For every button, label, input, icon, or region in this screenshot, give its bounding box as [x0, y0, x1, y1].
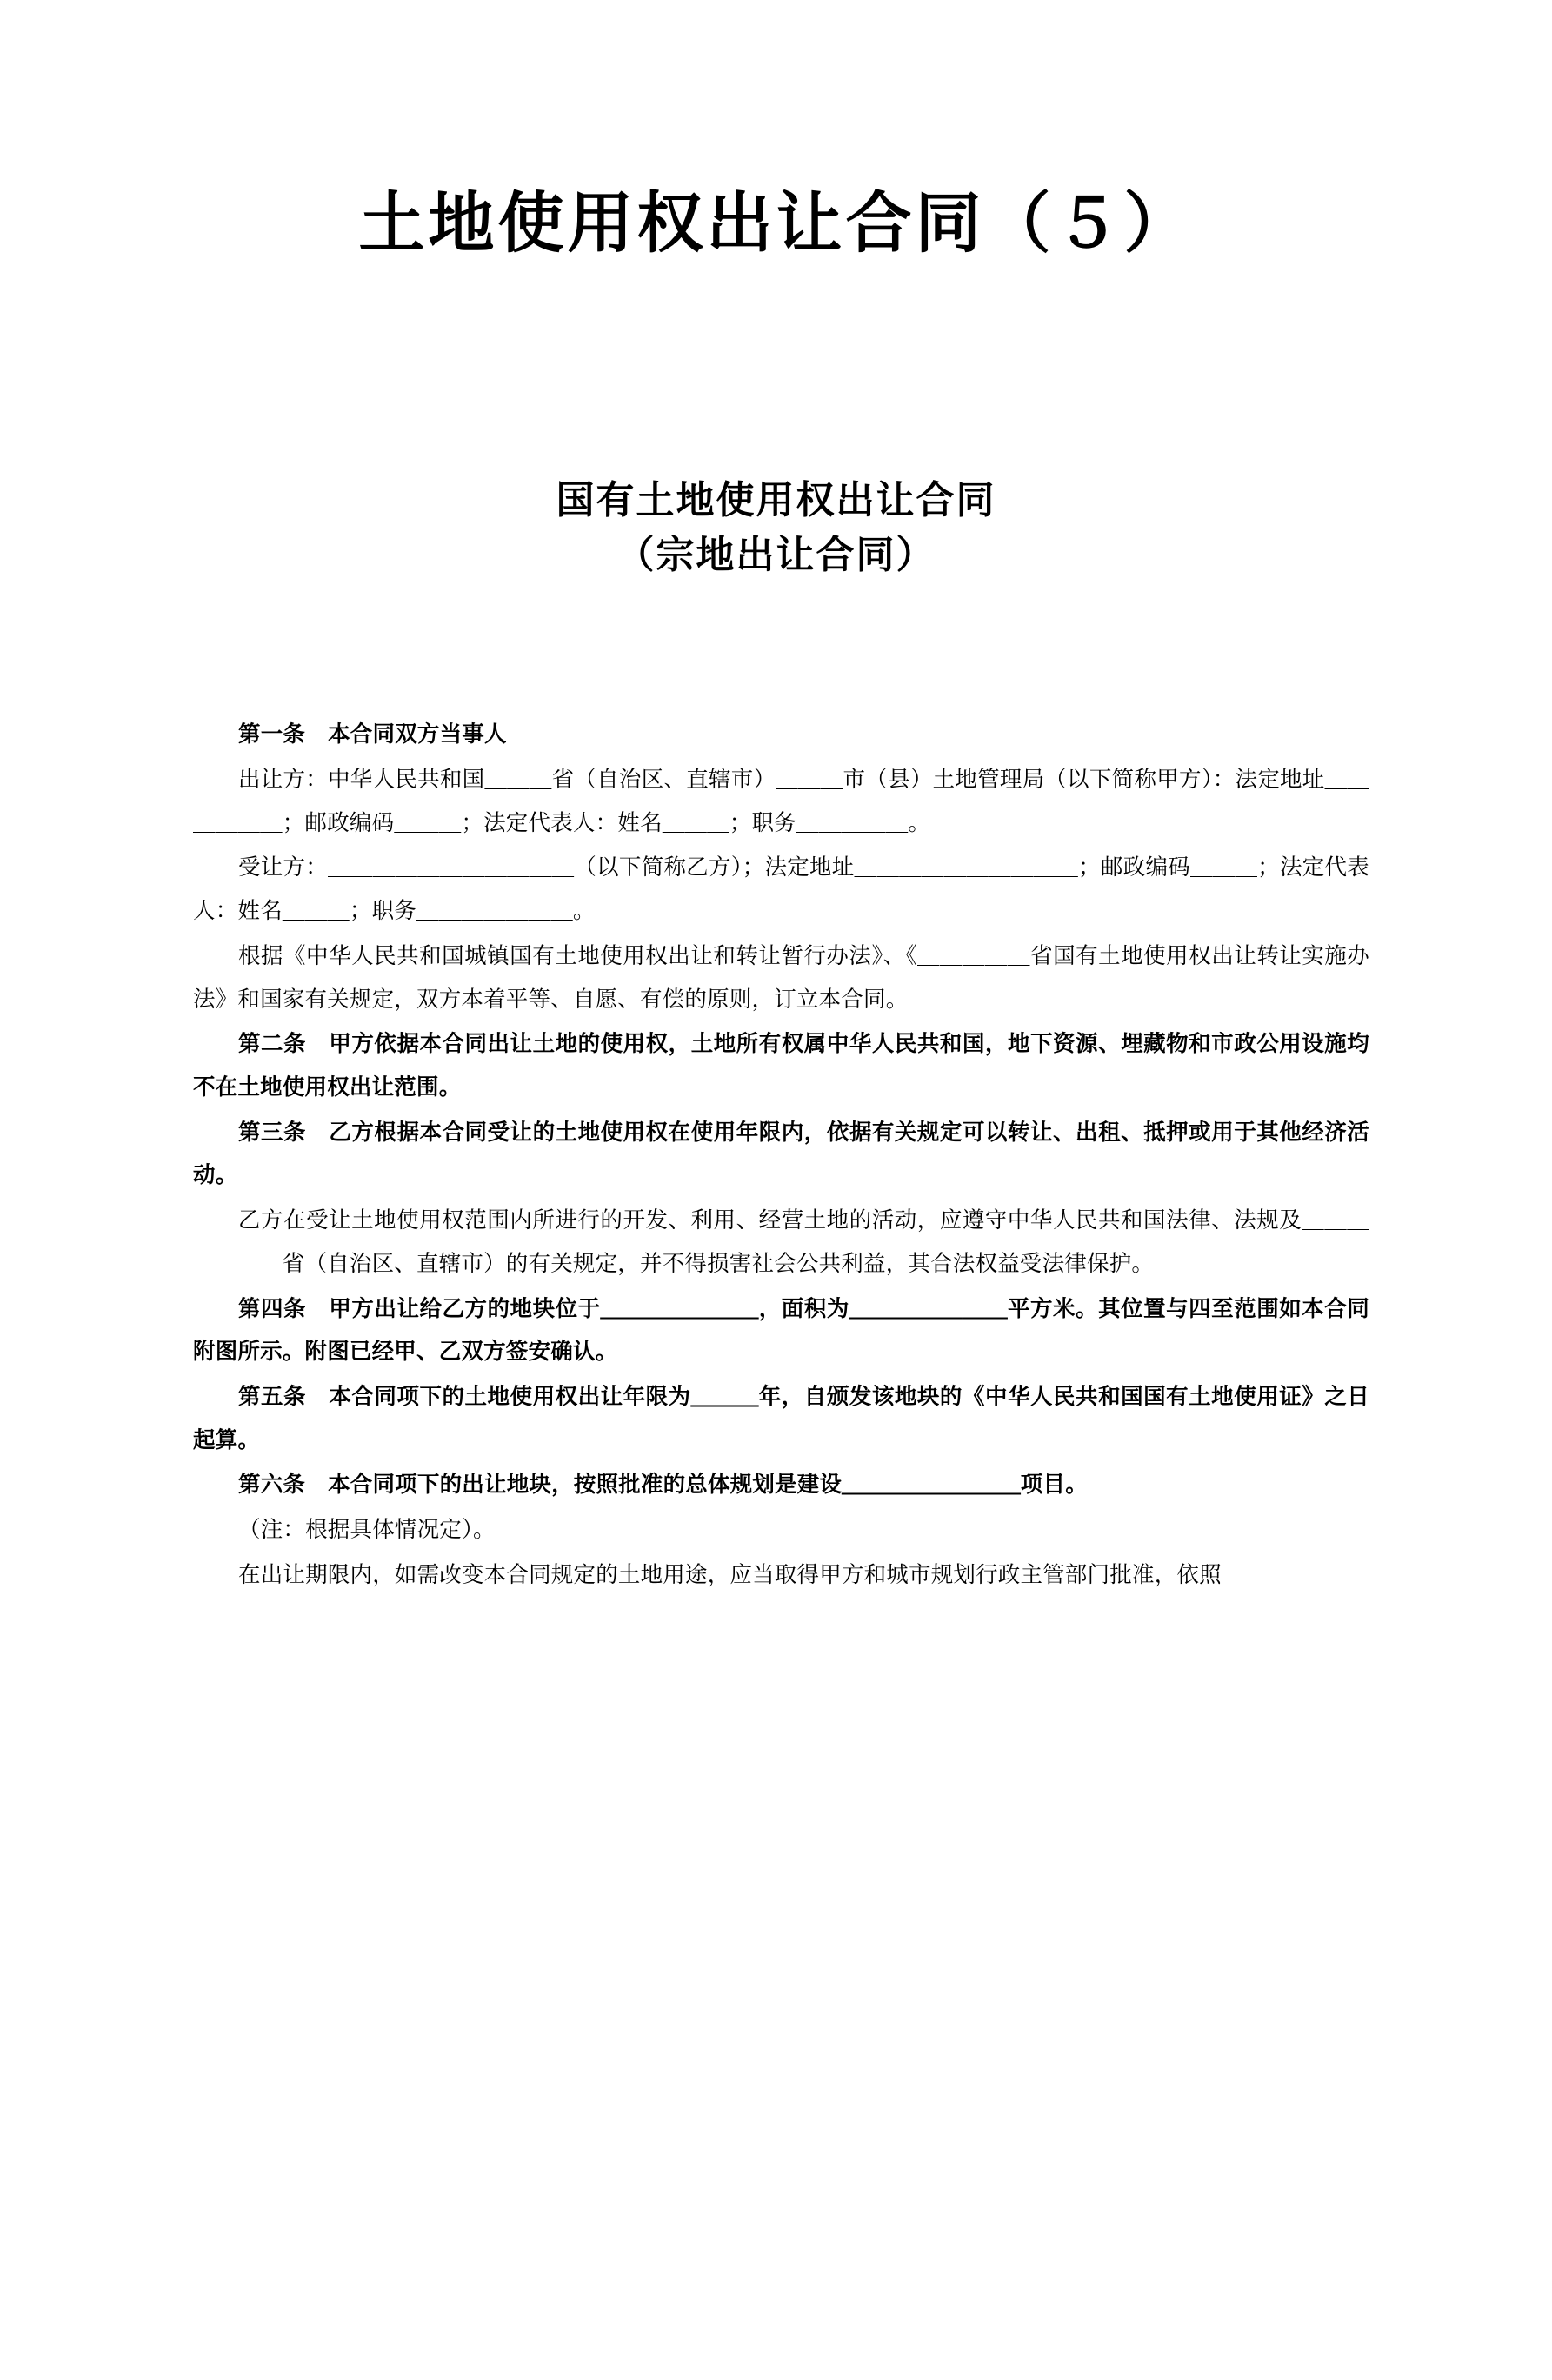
article-6-note: （注：根据具体情况定）。 [238, 1517, 496, 1544]
subtitle-line-2: （宗地出让合同） [616, 533, 936, 578]
article-2 [193, 1023, 1369, 1109]
article-1-paragraph-2: 受让方：＿＿＿＿＿＿＿＿＿＿＿（以下简称乙方）；法定地址＿＿＿＿＿＿＿＿＿＿；邮政编码＿＿＿；法定代表人：姓名＿＿＿；职务＿＿＿＿＿＿＿。 [193, 854, 1369, 925]
article-heading-1 [193, 714, 1369, 757]
document-page [0, 184, 1552, 2380]
page-title: 土地使用权出让合同（５） [358, 184, 1194, 262]
article-label-1: 第一条 [238, 721, 306, 748]
article-4-text: 甲方出让给乙方的地块位于＿＿＿＿＿＿＿，面积为＿＿＿＿＿＿＿平方米。其位置与四至范围如本合同附图所示。附图已经甲、乙双方签安确认。 [193, 1295, 1369, 1366]
article-4 [193, 1288, 1369, 1374]
article-3-text: 乙方根据本合同受让的土地使用权在使用年限内，依据有关规定可以转让、出租、抵押或用于其他经济活动。 [193, 1119, 1369, 1189]
document-body [0, 714, 1552, 1597]
article-3 [193, 1112, 1369, 1198]
article-5 [193, 1376, 1369, 1462]
article-heading-text-1: 本合同双方当事人 [328, 721, 507, 748]
subtitle-line-1: 国有土地使用权出让合同 [556, 477, 996, 522]
article-6 [193, 1464, 1369, 1507]
article-label-6: 第六条 [238, 1472, 306, 1499]
article-label-4: 第四条 [238, 1295, 307, 1322]
article-label-3: 第三条 [238, 1119, 307, 1146]
article-1-paragraph-1: 出让方：中华人民共和国＿＿＿省（自治区、直辖市）＿＿＿市（县）土地管理局（以下简称甲方）：法定地址＿＿＿＿＿＿；邮政编码＿＿＿；法定代表人：姓名＿＿＿；职务＿＿＿＿＿。 [193, 766, 1369, 836]
article-6-text: 本合同项下的出让地块，按照批准的总体规划是建设＿＿＿＿＿＿＿＿项目。 [328, 1472, 1088, 1499]
document-subtitle [0, 473, 1552, 584]
article-5-text: 本合同项下的土地使用权出让年限为＿＿＿年，自颁发该地块的《中华人民共和国国有土地使用证》之日起算。 [193, 1383, 1369, 1453]
article-3-continuation: 乙方在受让土地使用权范围内所进行的开发、利用、经营土地的活动，应遵守中华人民共和国法律、法规及＿＿＿＿＿＿＿省（自治区、直辖市）的有关规定，并不得损害社会公共利益，其合法权益受法律保护。 [193, 1207, 1369, 1277]
article-2-text: 甲方依据本合同出让土地的使用权，土地所有权属中华人民共和国，地下资源、埋藏物和市政公用设施均不在土地使用权出让范围。 [193, 1031, 1369, 1100]
article-1-paragraph-3: 根据《中华人民共和国城镇国有土地使用权出让和转让暂行办法》、《＿＿＿＿＿省国有土地使用权出让转让实施办法》和国家有关规定，双方本着平等、自愿、有偿的原则，订立本合同。 [193, 942, 1369, 1013]
article-label-5: 第五条 [238, 1383, 307, 1410]
article-6-continuation: 在出让期限内，如需改变本合同规定的土地用途，应当取得甲方和城市规划行政主管部门批准，依照 [238, 1561, 1222, 1588]
article-label-2: 第二条 [238, 1031, 307, 1058]
